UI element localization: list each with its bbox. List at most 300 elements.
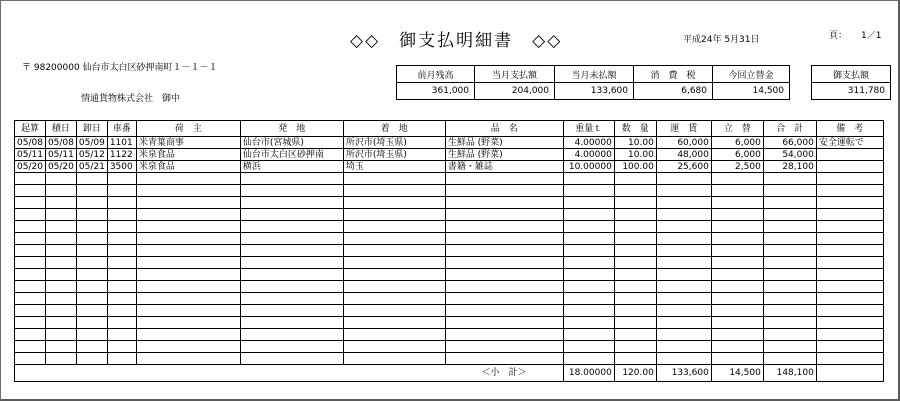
cell-freight [656,197,711,209]
payment-header: 御支払額 [812,66,891,83]
summary-table [396,65,790,100]
cell-load [45,281,76,293]
cell-quantity [614,269,656,281]
cell-item [445,197,563,209]
cell-remarks [816,329,883,341]
cell-advance [711,233,763,245]
cell-item [445,317,563,329]
cell-remarks [816,173,883,185]
cell-origin [240,245,343,257]
table-row [15,341,884,353]
cell-quantity [614,293,656,305]
cell-quantity [614,281,656,293]
col-header-destination: 着 地 [343,121,445,137]
cell-vehicle [107,233,136,245]
table-row [15,137,884,149]
col-header-shipper: 荷 主 [136,121,240,137]
cell-shipper [136,221,240,233]
cell-freight [656,209,711,221]
cell-item [445,209,563,221]
cell-shipper [136,305,240,317]
cell-freight [656,353,711,365]
cell-freight [656,233,711,245]
cell-weight [563,281,614,293]
cell-load: 05/11 [45,149,76,161]
cell-freight: 25,600 [656,161,711,173]
cell-destination [343,209,445,221]
col-header-freight: 運 賃 [656,121,711,137]
cell-destination [343,269,445,281]
cell-advance: 6,000 [711,149,763,161]
cell-shipper [136,269,240,281]
summary-value-row [397,83,790,100]
cell-unload [76,293,107,305]
cell-remarks [816,293,883,305]
col-header-start: 起算 [15,121,46,137]
cell-vehicle: 1122 [107,149,136,161]
cell-item [445,305,563,317]
cell-origin [240,293,343,305]
cell-unload [76,197,107,209]
cell-quantity [614,305,656,317]
cell-destination [343,353,445,365]
cell-item [445,281,563,293]
table-row [15,149,884,161]
cell-total [763,245,816,257]
cell-quantity [614,329,656,341]
cell-freight [656,317,711,329]
cell-shipper [136,341,240,353]
cell-destination [343,317,445,329]
subtotal-label: ＜小 計＞ [445,365,563,382]
cell-origin [240,269,343,281]
cell-total [763,305,816,317]
cell-shipper [136,293,240,305]
cell-start: 05/08 [15,137,46,149]
cell-total [763,173,816,185]
cell-load [45,353,76,365]
col-header-total: 合 計 [763,121,816,137]
cell-weight [563,269,614,281]
cell-quantity [614,245,656,257]
cell-quantity [614,173,656,185]
table-row [15,233,884,245]
cell-vehicle [107,281,136,293]
cell-origin [240,233,343,245]
cell-weight [563,209,614,221]
summary-header-tax: 消 費 税 [634,66,713,83]
cell-total: 66,000 [763,137,816,149]
table-row [15,329,884,341]
subtotal-quantity: 120.00 [614,365,656,382]
cell-vehicle [107,245,136,257]
cell-load: 05/20 [45,161,76,173]
cell-advance [711,293,763,305]
table-row [15,197,884,209]
cell-quantity [614,185,656,197]
cell-shipper [136,245,240,257]
cell-start [15,305,46,317]
cell-shipper [136,185,240,197]
cell-unload [76,233,107,245]
cell-unload [76,257,107,269]
table-row [15,257,884,269]
cell-weight [563,233,614,245]
cell-load [45,245,76,257]
cell-destination [343,221,445,233]
cell-vehicle: 3500 [107,161,136,173]
cell-weight [563,353,614,365]
cell-load [45,329,76,341]
cell-total [763,269,816,281]
cell-unload [76,209,107,221]
cell-start [15,257,46,269]
subtotal-weight: 18.00000 [563,365,614,382]
cell-destination [343,233,445,245]
subtotal-sum: 148,100 [763,365,816,382]
table-row [15,269,884,281]
cell-shipper: 米青葉商事 [136,137,240,149]
cell-start [15,221,46,233]
cell-load [45,257,76,269]
summary-value-prev-balance: 361,000 [397,83,475,100]
cell-start [15,233,46,245]
cell-total [763,281,816,293]
cell-vehicle [107,197,136,209]
cell-unload: 05/12 [76,149,107,161]
cell-unload [76,353,107,365]
summary-value-unpaid: 133,600 [555,83,634,100]
payment-value: 311,780 [812,83,891,100]
cell-vehicle [107,353,136,365]
cell-advance [711,173,763,185]
cell-remarks [816,233,883,245]
table-row [15,293,884,305]
cell-unload [76,281,107,293]
cell-unload: 05/21 [76,161,107,173]
cell-shipper [136,257,240,269]
table-row [15,185,884,197]
cell-advance [711,305,763,317]
cell-freight: 48,000 [656,149,711,161]
cell-remarks [816,197,883,209]
cell-advance [711,317,763,329]
cell-weight [563,317,614,329]
cell-origin: 横浜 [240,161,343,173]
cell-remarks [816,185,883,197]
cell-quantity [614,257,656,269]
cell-destination: 埼玉 [343,161,445,173]
cell-freight [656,185,711,197]
cell-start [15,317,46,329]
cell-load: 05/08 [45,137,76,149]
cell-destination [343,197,445,209]
cell-weight: 4.00000 [563,137,614,149]
cell-origin [240,341,343,353]
cell-weight [563,257,614,269]
cell-unload [76,329,107,341]
col-header-remarks: 備 考 [816,121,883,137]
summary-header-unpaid: 当月未払額 [555,66,634,83]
cell-advance [711,257,763,269]
document-title: ◇◇ 御支払明細書 ◇◇ [350,31,563,51]
cell-origin [240,209,343,221]
table-row [15,245,884,257]
cell-freight [656,257,711,269]
payment-table [811,65,891,100]
cell-item [445,221,563,233]
cell-origin: 仙台市(宮城県) [240,137,343,149]
summary-header-paid: 当月支払額 [475,66,555,83]
cell-freight [656,329,711,341]
cell-unload [76,341,107,353]
cell-start [15,293,46,305]
subtotal-advance: 14,500 [711,365,763,382]
cell-advance [711,269,763,281]
cell-load [45,305,76,317]
cell-freight [656,305,711,317]
cell-unload [76,317,107,329]
cell-vehicle [107,341,136,353]
subtotal-freight: 133,600 [656,365,711,382]
cell-origin [240,281,343,293]
cell-item [445,341,563,353]
col-header-quantity: 数 量 [614,121,656,137]
cell-total [763,353,816,365]
cell-load [45,269,76,281]
cell-start [15,281,46,293]
cell-advance [711,329,763,341]
cell-quantity [614,317,656,329]
table-row [15,173,884,185]
summary-header-advance: 今回立替金 [713,66,790,83]
cell-item [445,329,563,341]
cell-weight [563,329,614,341]
cell-quantity [614,353,656,365]
cell-load [45,185,76,197]
col-header-origin: 発 地 [240,121,343,137]
cell-start [15,185,46,197]
cell-destination [343,173,445,185]
cell-remarks [816,209,883,221]
col-header-item: 品 名 [445,121,563,137]
cell-remarks [816,341,883,353]
cell-start: 05/11 [15,149,46,161]
cell-total: 54,000 [763,149,816,161]
cell-quantity [614,221,656,233]
cell-load [45,293,76,305]
cell-load [45,233,76,245]
cell-origin [240,329,343,341]
cell-freight [656,173,711,185]
cell-quantity [614,233,656,245]
cell-destination [343,245,445,257]
cell-vehicle [107,221,136,233]
cell-unload [76,269,107,281]
cell-total [763,293,816,305]
cell-item: 生鮮品 (野菜) [445,149,563,161]
table-row [15,305,884,317]
detail-header-row [15,121,884,137]
cell-start: 05/20 [15,161,46,173]
recipient-address: 〒 98200000 仙台市太白区砂押南町１－１－１ [22,63,218,73]
cell-start [15,269,46,281]
cell-load [45,197,76,209]
cell-vehicle [107,305,136,317]
cell-weight [563,185,614,197]
cell-vehicle [107,173,136,185]
cell-destination [343,185,445,197]
cell-origin [240,173,343,185]
cell-vehicle [107,293,136,305]
cell-item [445,173,563,185]
cell-start [15,329,46,341]
cell-load [45,209,76,221]
cell-weight [563,293,614,305]
detail-table [14,120,884,382]
cell-origin [240,353,343,365]
cell-total [763,329,816,341]
cell-item [445,185,563,197]
cell-load [45,173,76,185]
cell-total [763,197,816,209]
table-row [15,209,884,221]
cell-destination [343,281,445,293]
cell-remarks [816,161,883,173]
cell-advance [711,209,763,221]
cell-shipper [136,233,240,245]
cell-vehicle [107,209,136,221]
cell-start [15,341,46,353]
cell-shipper: 米泉食品 [136,161,240,173]
cell-start [15,353,46,365]
subtotal-row [15,365,884,382]
cell-origin [240,317,343,329]
issue-date: 平成24年 5月31日 [683,35,760,45]
cell-unload [76,173,107,185]
cell-remarks [816,317,883,329]
cell-unload: 05/09 [76,137,107,149]
cell-freight [656,293,711,305]
cell-remarks [816,281,883,293]
cell-item [445,353,563,365]
cell-unload [76,245,107,257]
cell-weight [563,245,614,257]
cell-remarks [816,221,883,233]
cell-vehicle [107,269,136,281]
cell-quantity: 10.00 [614,137,656,149]
cell-remarks [816,269,883,281]
cell-remarks: 安全運転で [816,137,883,149]
cell-start [15,173,46,185]
cell-origin [240,257,343,269]
cell-advance [711,281,763,293]
cell-origin [240,197,343,209]
cell-origin [240,221,343,233]
cell-advance: 2,500 [711,161,763,173]
cell-weight [563,197,614,209]
cell-weight [563,221,614,233]
cell-remarks [816,305,883,317]
page-indicator [829,28,881,41]
cell-freight [656,281,711,293]
cell-advance [711,221,763,233]
cell-total [763,209,816,221]
summary-header-row [397,66,790,83]
summary-header-prev-balance: 前月残高 [397,66,475,83]
cell-total [763,233,816,245]
cell-item [445,245,563,257]
cell-unload [76,305,107,317]
cell-shipper: 米泉食品 [136,149,240,161]
cell-item [445,269,563,281]
cell-remarks [816,257,883,269]
cell-item [445,257,563,269]
cell-shipper [136,281,240,293]
cell-destination: 所沢市(埼玉県) [343,137,445,149]
cell-total [763,257,816,269]
col-header-load: 積日 [45,121,76,137]
cell-start [15,245,46,257]
cell-total [763,185,816,197]
cell-total [763,221,816,233]
cell-quantity [614,209,656,221]
cell-origin [240,305,343,317]
cell-weight [563,341,614,353]
cell-vehicle [107,329,136,341]
cell-destination [343,257,445,269]
table-row [15,281,884,293]
cell-vehicle: 1101 [107,137,136,149]
table-row [15,161,884,173]
cell-freight [656,269,711,281]
cell-weight [563,173,614,185]
cell-item: 生鮮品 (野菜) [445,137,563,149]
cell-advance [711,341,763,353]
cell-quantity: 100.00 [614,161,656,173]
subtotal-spacer [15,365,446,382]
col-header-advance: 立 替 [711,121,763,137]
page-label: 頁： [829,31,848,41]
cell-freight: 60,000 [656,137,711,149]
table-row [15,353,884,365]
cell-item [445,293,563,305]
col-header-weight: 重量ｔ [563,121,614,137]
cell-weight: 10.00000 [563,161,614,173]
cell-quantity [614,341,656,353]
col-header-unload: 卸日 [76,121,107,137]
cell-item [445,233,563,245]
cell-origin [240,185,343,197]
cell-load [45,317,76,329]
summary-value-advance: 14,500 [713,83,790,100]
recipient-company: 情通貨物株式会社 御中 [81,94,181,104]
cell-weight [563,305,614,317]
cell-total [763,317,816,329]
table-row [15,221,884,233]
cell-vehicle [107,257,136,269]
col-header-vehicle: 車番 [107,121,136,137]
cell-advance: 6,000 [711,137,763,149]
subtotal-remarks [816,365,883,382]
cell-destination [343,305,445,317]
cell-advance [711,353,763,365]
cell-weight: 4.00000 [563,149,614,161]
cell-unload [76,221,107,233]
cell-advance [711,185,763,197]
cell-shipper [136,317,240,329]
table-row [15,317,884,329]
